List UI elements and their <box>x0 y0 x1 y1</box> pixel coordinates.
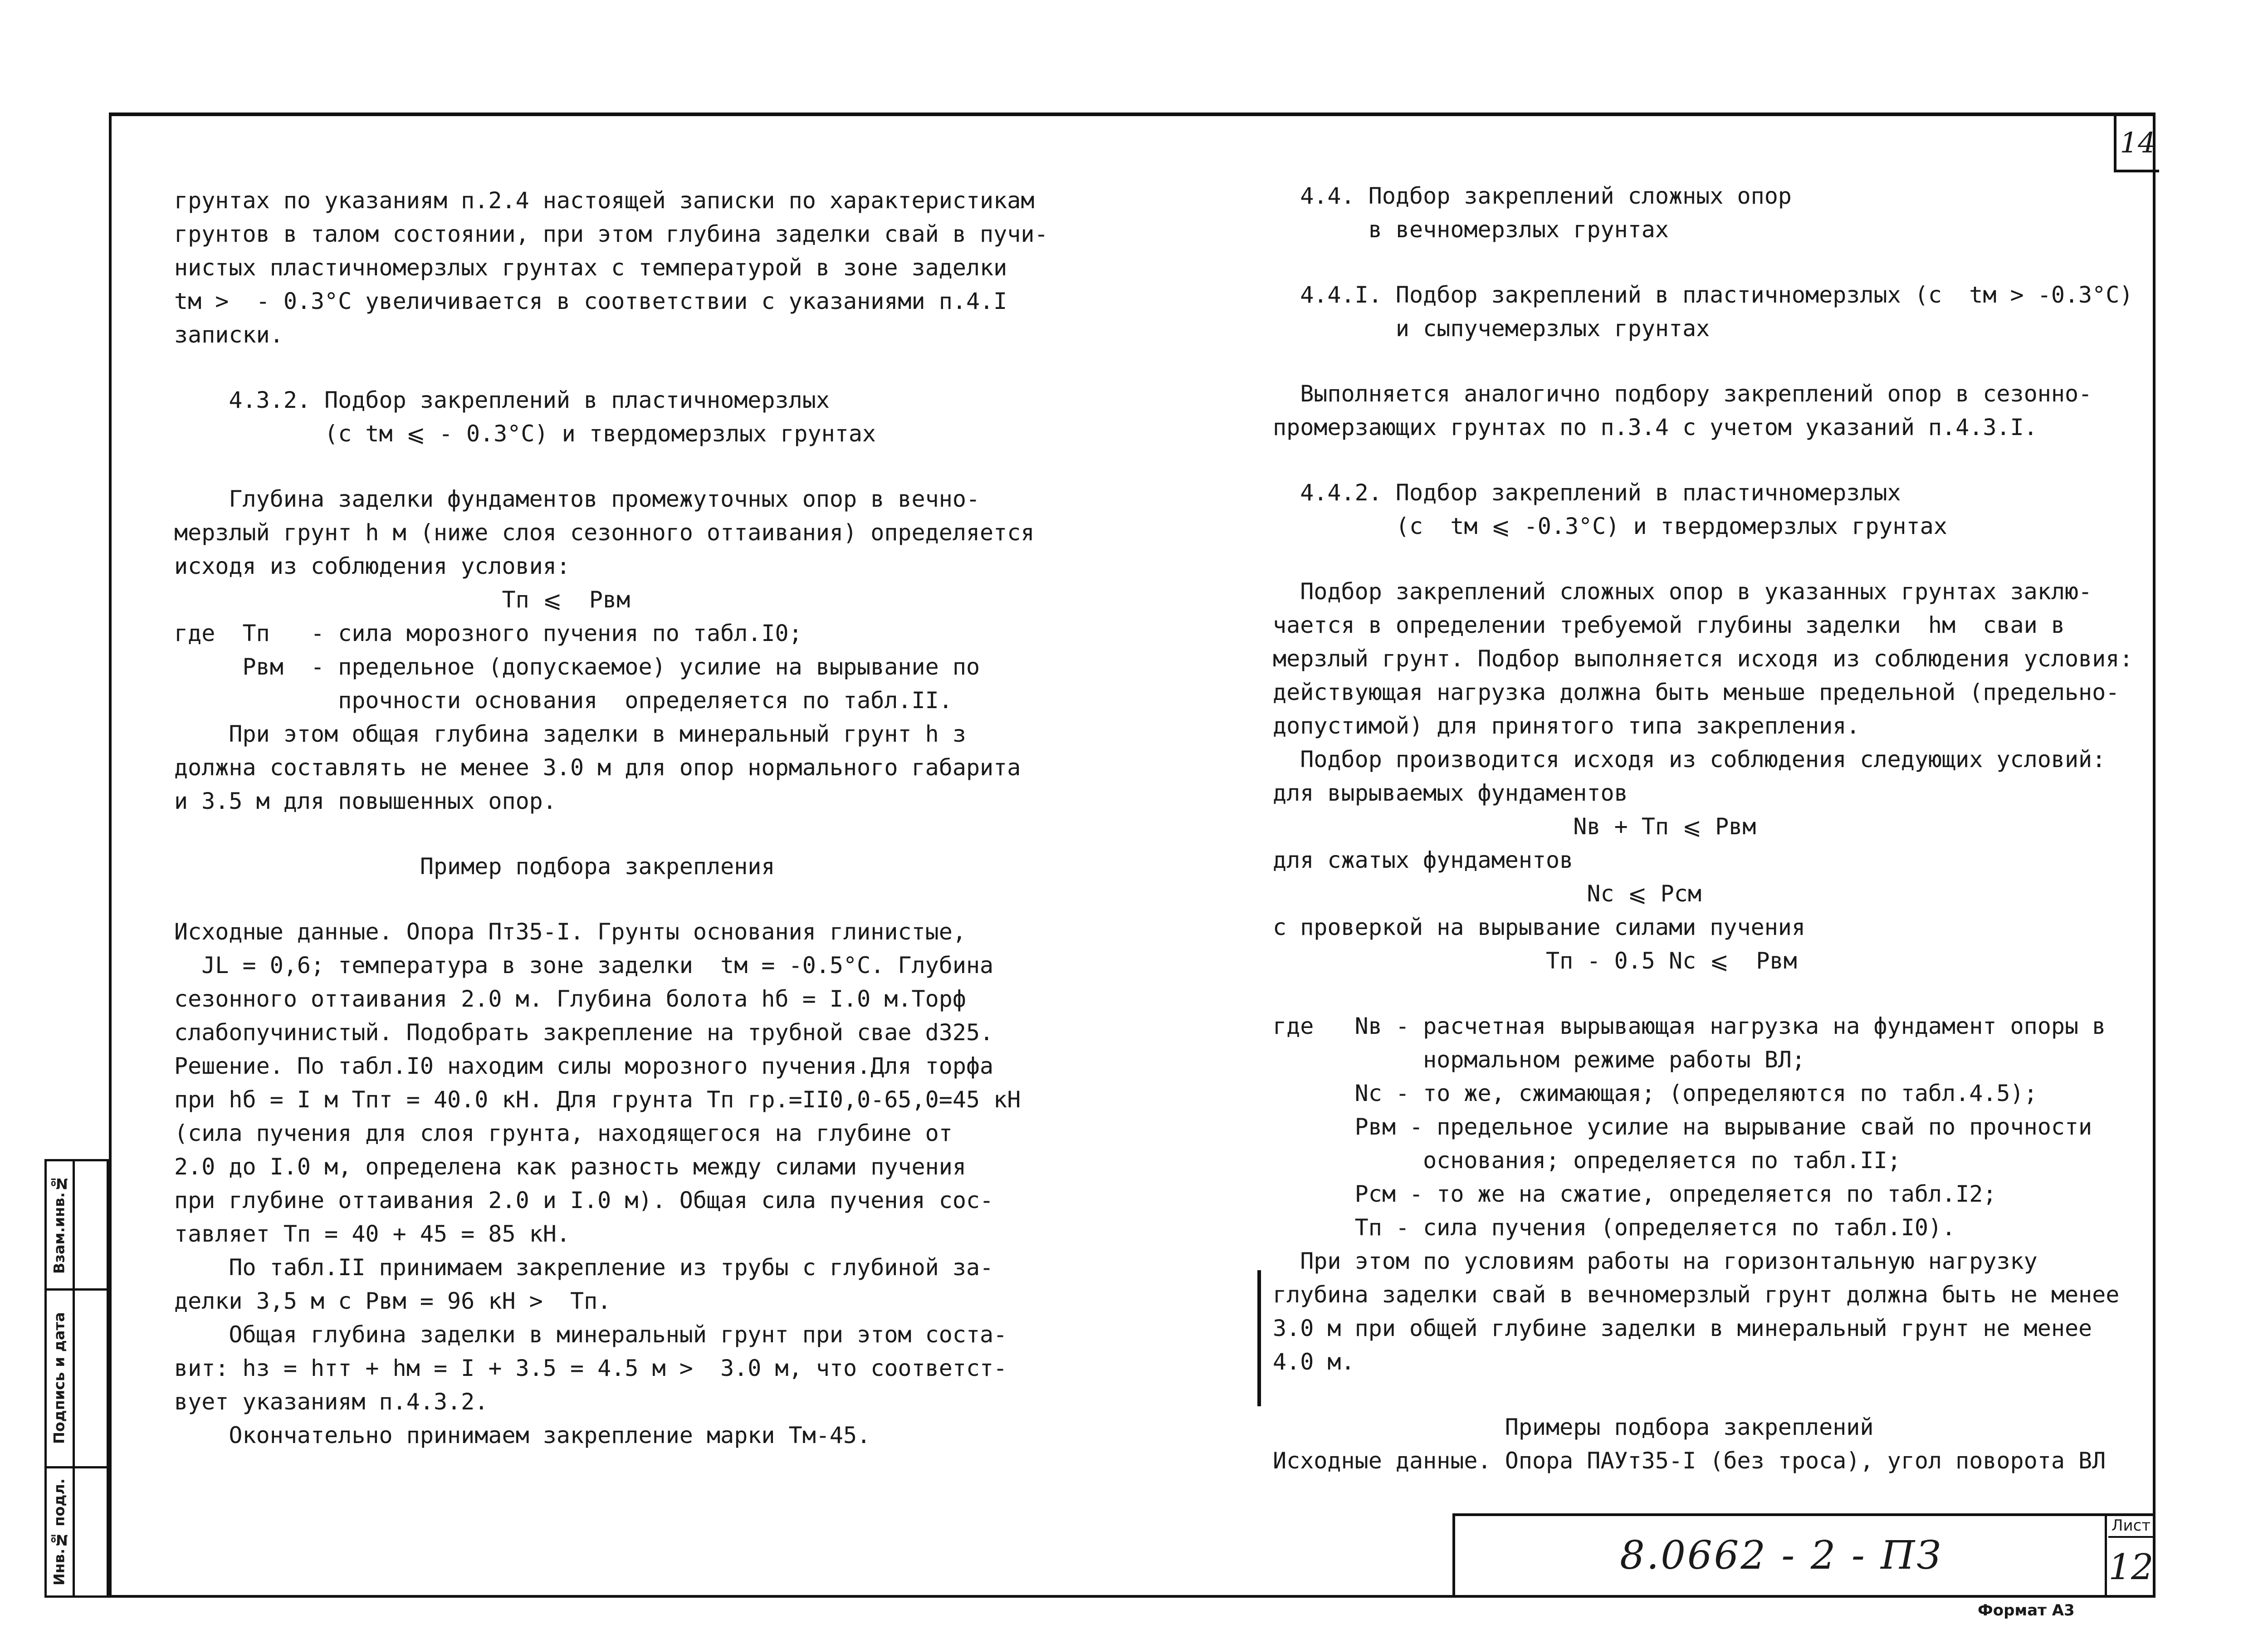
left-text-line: сезонного оттаивания 2.0 м. Глубина болота hб = I.0 м.Торф <box>174 986 966 1012</box>
left-text-line: слабопучинистый. Подобрать закрепление на трубной сваe d325. <box>174 1019 994 1046</box>
right-text-line: 4.0 м. <box>1273 1349 1355 1375</box>
right-text-line: для вырываемых фундаментов <box>1273 780 1628 806</box>
right-text-line: действующая нагрузка должна быть меньше предельной (предельно- <box>1273 679 2120 705</box>
right-text-column <box>1273 179 2157 1478</box>
left-text-line <box>174 818 1104 850</box>
right-text-line: Выполняется аналогично подбору закреплений опор в сезонно- <box>1273 381 2092 407</box>
left-text-line: Рвм - предельное (допускаемое) усилие на вырывание по <box>174 654 980 680</box>
right-text-line: 4.4.I. Подбор закреплений в пластичномерзлых (с tм > -0.3°С) <box>1273 282 2133 308</box>
side-label-sign: Подпись и дата <box>50 1312 68 1444</box>
right-text-line: 4.4.2. Подбор закреплений в пластичномерзлых <box>1273 479 1901 506</box>
right-text-line: Подбор производится исходя из соблюдения следующих условий: <box>1273 746 2106 773</box>
right-text-line: Рвм - предельное усилие на вырывание свай по прочности <box>1273 1114 2092 1140</box>
right-text-line <box>1273 1379 2157 1410</box>
left-text-line: нистых пластичномерзлых грунтах с температурой в зоне заделки <box>174 254 1007 281</box>
left-text-line: Решение. По табл.I0 находим силы морозного пучения.Для торфа <box>174 1053 994 1079</box>
sheet-label: Лист <box>2108 1515 2154 1538</box>
right-text-line <box>1273 345 2157 377</box>
right-text-line: для сжатых фундаментов <box>1273 847 1574 873</box>
left-text-line: Исходные данные. Опора Пт35-I. Грунты основания глинистые, <box>174 919 966 945</box>
left-text-line: вует указаниям п.4.3.2. <box>174 1389 489 1415</box>
left-text-line: мерзлый грунт h м (ниже слоя сезонного оттаивания) определяется <box>174 519 1035 546</box>
right-text-line: и сыпучемерзлых грунтах <box>1273 315 1710 342</box>
left-text-line: При этом общая глубина заделки в минеральный грунт h з <box>174 721 966 747</box>
right-text-line: глубина заделки свай в вечномерзлый грунт должна быть не менее <box>1273 1282 2120 1308</box>
right-text-line <box>1273 978 2157 1009</box>
right-text-line: Тп - сила пучения (определяется по табл.I0). <box>1273 1214 1956 1241</box>
sheet-number: 12 <box>2108 1547 2154 1588</box>
right-text-line: Примеры подбора закреплений <box>1273 1414 1874 1440</box>
right-text-line: (с tм ⩽ -0.3°С) и твердомерзлых грунтах <box>1273 513 1947 539</box>
right-text-line: 3.0 м при общей глубине заделки в минеральный грунт не менее <box>1273 1315 2092 1341</box>
right-text-line: Подбор закреплений сложных опор в указанных грунтах заклю- <box>1273 578 2092 605</box>
right-text-line: нормальном режиме работы ВЛ; <box>1273 1047 1805 1073</box>
right-text-line <box>1273 444 2157 476</box>
side-stamp-divider <box>73 1159 75 1598</box>
right-text-line: Исходные данные. Опора ПАУт35-I (без троса), угол поворота ВЛ <box>1273 1448 2106 1474</box>
left-text-line: Тп ⩽ Рвм <box>174 587 631 613</box>
left-text-line: исходя из соблюдения условия: <box>174 553 570 579</box>
right-text-line: с проверкой на вырывание силами пучения <box>1273 914 1805 940</box>
margin-bracket <box>1257 1270 1261 1406</box>
left-text-line: делки 3,5 м с Рвм = 96 кН > Тп. <box>174 1288 611 1314</box>
left-text-line: должна составлять не менее 3.0 м для опор нормального габарита <box>174 754 1021 781</box>
left-text-line: 4.3.2. Подбор закреплений в пластичномерзлых <box>174 387 830 413</box>
right-text-line: мерзлый грунт. Подбор выполняется исходя из соблюдения условия: <box>1273 646 2133 672</box>
left-text-line: при hб = I м Тпт = 40.0 кН. Для грунта Тп гр.=II0,0-65,0=45 кН <box>174 1086 1021 1113</box>
left-text-line: и 3.5 м для повышенных опор. <box>174 788 557 814</box>
right-text-line: При этом по условиям работы на горизонтальную нагрузку <box>1273 1248 2038 1274</box>
right-text-line: допустимой) для принятого типа закрепления. <box>1273 713 1860 739</box>
left-text-line: Общая глубина заделки в минеральный грунт при этом соста- <box>174 1321 1007 1348</box>
right-text-line: в вечномерзлых грунтах <box>1273 216 1669 243</box>
format-label: Формат А3 <box>1978 1601 2075 1619</box>
left-text-line: где Тп - сила морозного пучения по табл.I0; <box>174 620 802 646</box>
right-text-line: Nс ⩽ Рсм <box>1273 881 1701 907</box>
left-text-line: 2.0 до I.0 м, определена как разность между силами пучения <box>174 1154 966 1180</box>
right-text-line: Рсм - то же на сжатие, определяется по табл.I2; <box>1273 1181 1997 1207</box>
corner-page-number: 14 <box>2114 116 2159 172</box>
left-text-line: Окончательно принимаем закрепление марки Тм-45. <box>174 1422 871 1448</box>
right-text-line: чается в определении требуемой глубины заделки hм сваи в <box>1273 612 2065 638</box>
right-text-line: Тп - 0.5 Nс ⩽ Рвм <box>1273 948 1797 974</box>
document-code: 8.0662 - 2 - ПЗ <box>1620 1533 1943 1578</box>
left-text-line: По табл.II принимаем закрепление из трубы с глубиной за- <box>174 1254 994 1281</box>
right-text-line <box>1273 246 2157 278</box>
left-text-line <box>174 450 1104 482</box>
left-text-line: (сила пучения для слоя грунта, находящегося на глубине от <box>174 1120 953 1146</box>
frame-top-rule <box>109 113 2156 116</box>
side-label-vzam: Взам.инв.№ <box>50 1175 68 1274</box>
right-text-line: основания; определяется по табл.II; <box>1273 1147 1901 1174</box>
left-text-line: грунтов в талом состоянии, при этом глубина заделки свай в пучи- <box>174 221 1048 247</box>
right-text-line: 4.4. Подбор закреплений сложных опор <box>1273 183 1792 209</box>
left-text-line: тавляет Тп = 40 + 45 = 85 кН. <box>174 1221 570 1247</box>
left-text-line: при глубине оттаивания 2.0 и I.0 м). Общая сила пучения сос- <box>174 1187 994 1213</box>
left-text-column <box>174 184 1104 1452</box>
left-text-line <box>174 883 1104 915</box>
left-text-line: Глубина заделки фундаментов промежуточных опор в вечно- <box>174 486 980 512</box>
right-text-line: промерзающих грунтах по п.3.4 с учетом указаний п.4.3.I. <box>1273 414 2038 440</box>
left-text-line: tм > - 0.3°С увеличивается в соответствии с указаниями п.4.I <box>174 288 1007 314</box>
right-text-line: Nс - то же, сжимающая; (определяются по табл.4.5); <box>1273 1080 2038 1106</box>
left-text-line: грунтах по указаниям п.2.4 настоящей записки по характеристикам <box>174 187 1035 214</box>
left-text-line: записки. <box>174 322 284 348</box>
left-text-line: прочности основания определяется по табл.II. <box>174 687 953 714</box>
left-text-line: Пример подбора закрепления <box>174 853 775 880</box>
right-text-line: Nв + Тп ⩽ Рвм <box>1273 813 1756 840</box>
right-text-line: где Nв - расчетная вырывающая нагрузка на фундамент опоры в <box>1273 1013 2106 1039</box>
left-text-line <box>174 352 1104 383</box>
left-text-line: (с tм ⩽ - 0.3°С) и твердомерзлых грунтах <box>174 421 876 447</box>
side-label-inv: Инв.№ подл. <box>50 1478 68 1585</box>
left-text-line: JL = 0,6; температура в зоне заделки tм = -0.5°С. Глубина <box>174 952 994 979</box>
right-text-line <box>1273 543 2157 575</box>
left-text-line: вит: hз = hтт + hм = I + 3.5 = 4.5 м > 3.0 м, что соответст- <box>174 1355 1007 1381</box>
